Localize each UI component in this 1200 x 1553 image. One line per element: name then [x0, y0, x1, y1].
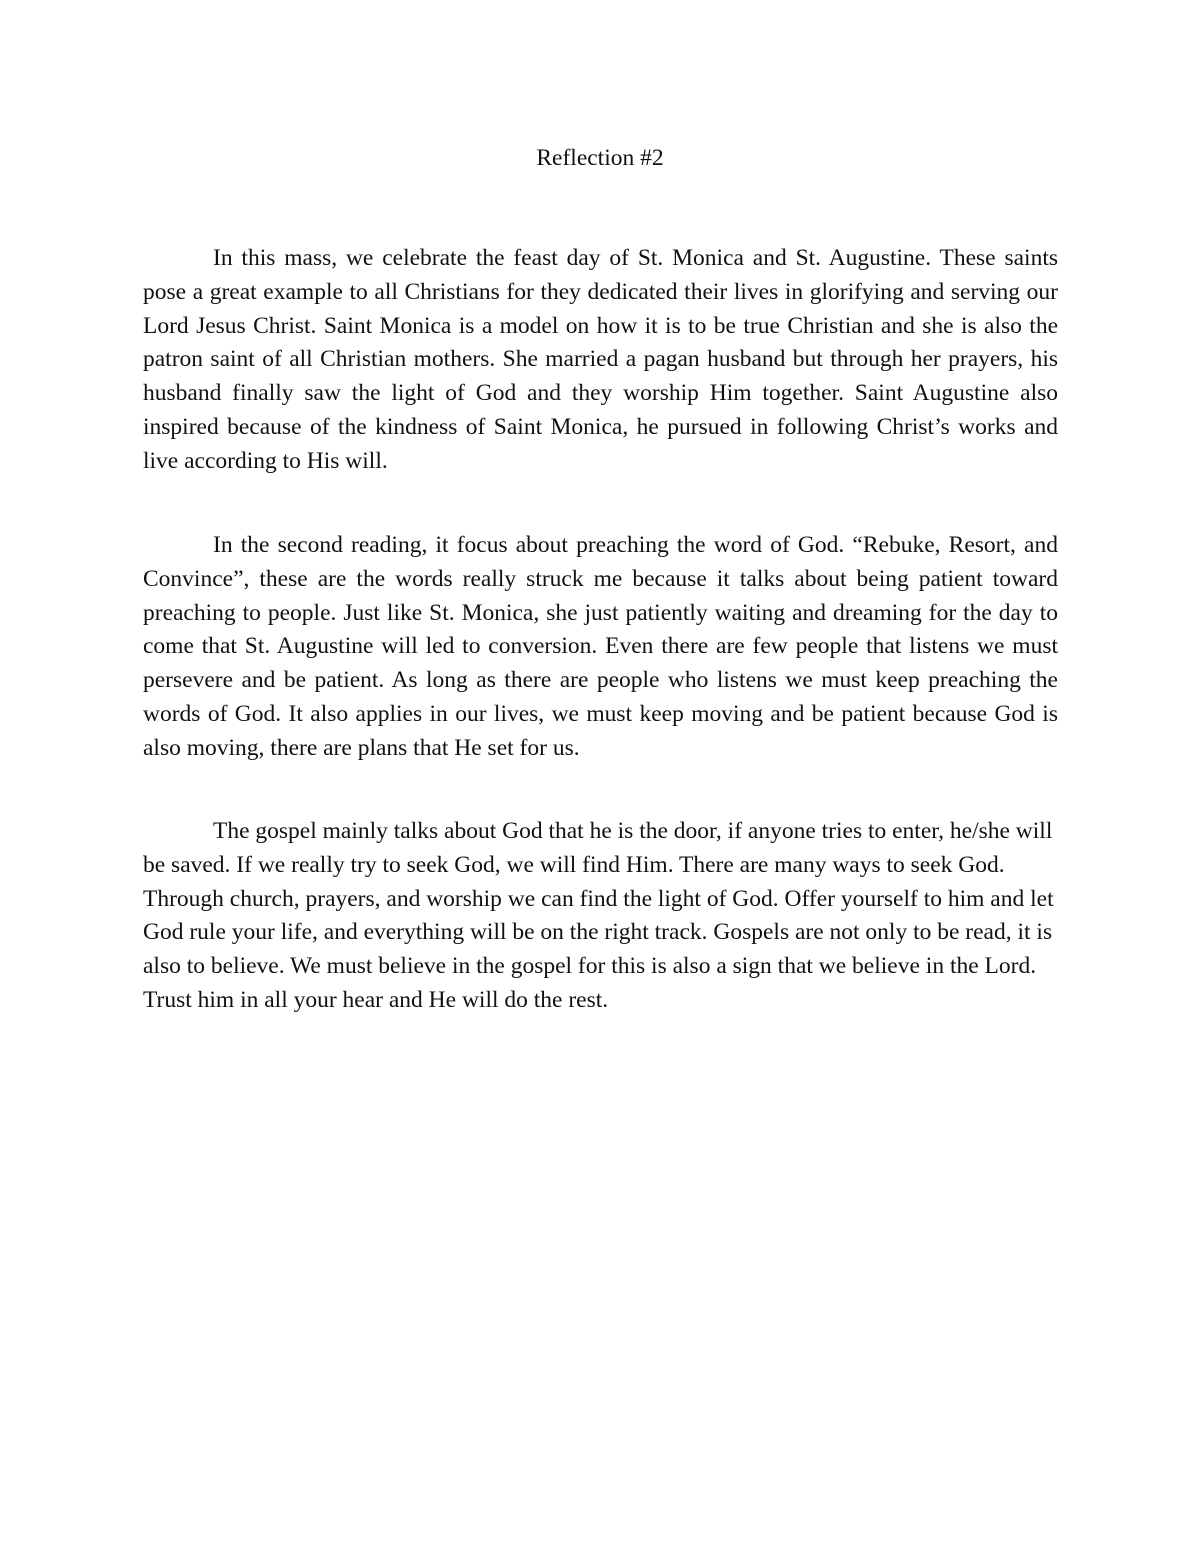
paragraph-3: The gospel mainly talks about God that he is the door, if anyone tries to enter, he/she will be saved. If we really try to seek God, we will find Him. There are many ways to seek God. Through church, prayers, and worship we can find the light of God. Offer yourself to him and let God rule your life, and everything will be on the right track. Gospels are not only to be read, it is also to believe. We must believe in the gospel for this is also a sign that we believe in the Lord. Trust him in all your hear and He will do the rest. [143, 818, 1054, 1013]
paragraph-1: In this mass, we celebrate the feast day of St. Monica and St. Augustine. These saints pose a great example to all Christians for they dedicated their lives in glorifying and serving our Lord Jesus Christ. Saint Monica is a model on how it is to be true Christian and she is also the patron saint of all Christian mothers. She married a pagan husband but through her prayers, his husband finally saw the light of God and they worship Him together. Saint Augustine also inspired because of the kindness of Saint Monica, he pursued in following Christ’s works and live according to His will. [143, 245, 1058, 474]
document-title: Reflection #2 [536, 145, 664, 171]
paragraph-2: In the second reading, it focus about preaching the word of God. “Rebuke, Resort, and Convince”, these are the words really struck me because it talks about being patient toward preaching to people. Just like St. Monica, she just patiently waiting and dreaming for the day to come that St. Augustine will led to conversion. Even there are few people that listens we must persevere and be patient. As long as there are people who listens we must keep preaching the words of God. It also applies in our lives, we must keep moving and be patient because God is also moving, there are plans that He set for us. [143, 532, 1058, 761]
